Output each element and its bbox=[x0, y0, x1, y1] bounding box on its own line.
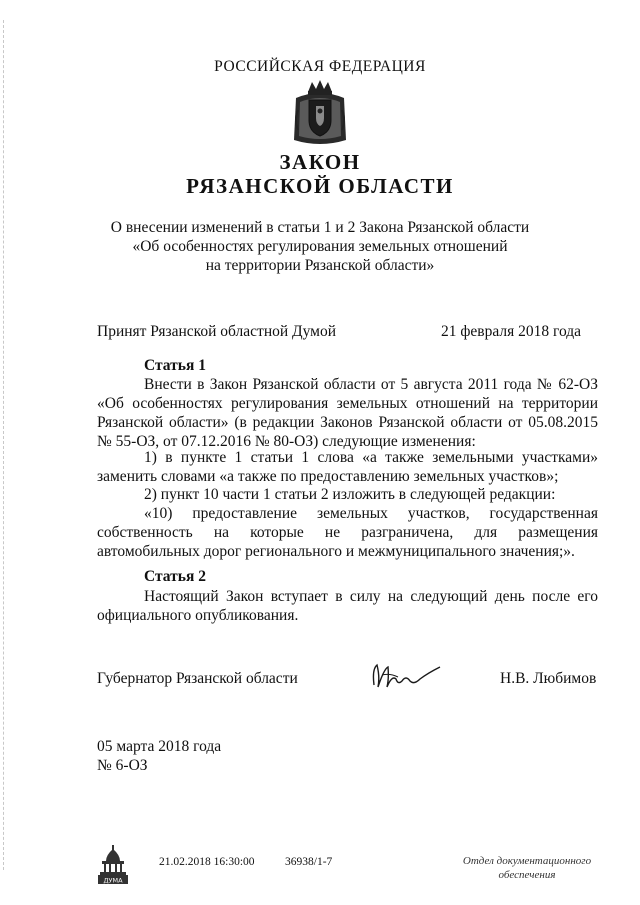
article-2-text: Настоящий Закон вступает в силу на следующий день после его официального опубликования. bbox=[97, 588, 598, 624]
handwritten-signature bbox=[368, 655, 448, 695]
scan-edge-line bbox=[3, 20, 4, 870]
article-1-item-2: 2) пункт 10 части 1 статьи 2 изложить в следующей редакции: bbox=[144, 486, 556, 503]
subject-line-3: на территории Рязанской области» bbox=[205, 257, 435, 274]
adoption-date: 21 февраля 2018 года bbox=[441, 323, 582, 340]
article-2-heading: Статья 2 bbox=[144, 568, 206, 585]
article-1-intro: Внести в Закон Рязанской области от 5 августа 2011 года № 62-ОЗ «Об особенностях регулирования земельных отношений на территории Рязанской области» (в редакции Законов Рязанской области от 05.08.2015 № 55-ОЗ, от 07.12.2016 № 80-ОЗ) следующие изменения: bbox=[97, 376, 598, 450]
duma-logo-text: ДУМА bbox=[103, 876, 123, 885]
registration-number: 36938/1-7 bbox=[285, 856, 333, 868]
article-1-heading: Статья 1 bbox=[144, 357, 206, 374]
law-subject bbox=[0, 218, 640, 275]
governor-name: Н.В. Любимов bbox=[500, 670, 597, 687]
governor-title: Губернатор Рязанской области bbox=[97, 670, 298, 687]
subject-line-2: «Об особенностях регулирования земельных отношений bbox=[132, 238, 508, 255]
law-title: ЗАКОН bbox=[279, 150, 361, 174]
region-title: РЯЗАНСКОЙ ОБЛАСТИ bbox=[186, 174, 454, 198]
article-1-item-1: 1) в пункте 1 статьи 1 слова «а также земельными участками» заменить словами «а также по предоставлению земельных участков»; bbox=[97, 449, 598, 485]
stamp-line-2: обеспечения bbox=[498, 869, 556, 881]
signing-date: 05 марта 2018 года bbox=[97, 738, 222, 755]
law-number: № 6-ОЗ bbox=[97, 757, 148, 774]
registration-timestamp: 21.02.2018 16:30:00 bbox=[159, 856, 255, 868]
subject-line-1: О внесении изменений в статьи 1 и 2 Закона Рязанской области bbox=[110, 219, 530, 236]
article-1-item-3: «10) предоставление земельных участков, государственная собственность на которые не разграничена, для размещения автомобильных дорог регионального и межмуниципального значения;». bbox=[97, 505, 598, 560]
country-heading: РОССИЙСКАЯ ФЕДЕРАЦИЯ bbox=[214, 58, 426, 75]
adopted-by: Принят Рязанской областной Думой bbox=[97, 323, 337, 340]
duma-logo-icon bbox=[96, 845, 130, 885]
stamp-line-1: Отдел документационного bbox=[462, 855, 592, 867]
coat-of-arms-icon bbox=[290, 80, 350, 150]
department-stamp bbox=[452, 854, 602, 882]
